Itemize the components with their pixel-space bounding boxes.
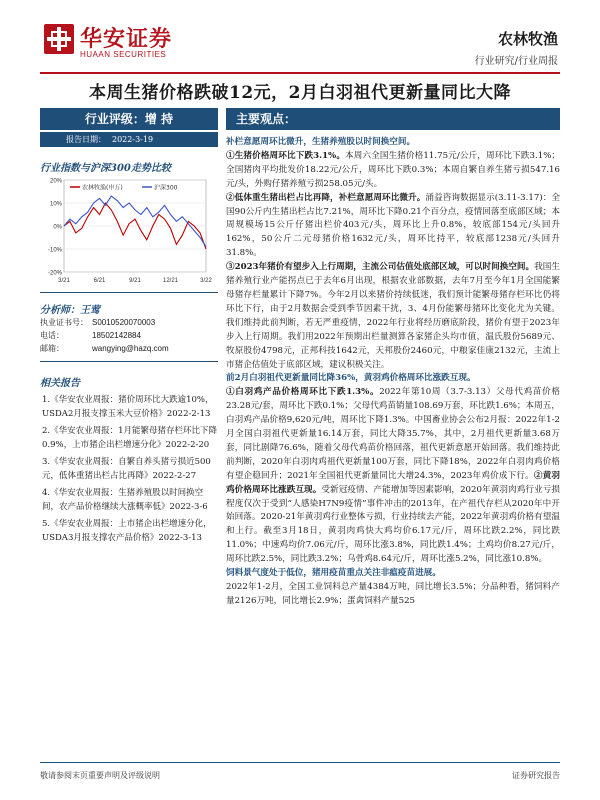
related-report-item[interactable]: 4.《华安农业周报：生猪养殖股以时间换空间，农产品价格继续大涨概率低》2022-3-6 bbox=[42, 488, 208, 512]
section-divider bbox=[40, 361, 218, 362]
x-tick-label: 12/21 bbox=[162, 278, 179, 284]
company-logo-icon bbox=[44, 24, 74, 54]
paragraph: 涌益咨询数据显示(3.11-3.17)：全国90公斤内生猪出栏占比7.21%，周环比下降0.21个百分点，疫情回落至底部区域；本周规模场15公斤仔猪出栏价403元/头，周环比上升0.8%，较底部154元/头回升162%，50公斤二元母猪价格1632元/头，周环比持平，较底部1238元/头回升31.8%。 bbox=[226, 192, 560, 259]
analyst-row bbox=[40, 316, 218, 329]
logo-english-name: HUAAN SECURITIES bbox=[80, 50, 167, 59]
analyst-row bbox=[40, 329, 218, 342]
analyst-title: 分析师：王莺 bbox=[40, 305, 100, 316]
point-lead: ①生猪价格周环比下跌3.1%。 bbox=[226, 150, 346, 161]
analyst-field-label: 执业证书号： bbox=[40, 318, 88, 327]
industry-name: 农林牧渔 bbox=[497, 30, 558, 48]
y-tick-label: -20% bbox=[47, 270, 62, 277]
analyst-field-label: 电话： bbox=[40, 331, 64, 340]
x-tick-label: 6/21 bbox=[93, 278, 106, 284]
report-date-label: 报告日期： bbox=[66, 135, 106, 144]
left-sidebar bbox=[40, 108, 218, 548]
paragraph: 受新冠疫情、产能增加等因素影响，2020年黄羽肉鸡行业亏损程度仅次于受到“人感染H7N9疫情”事件冲击的2013年，在产祖代存栏从2020年中开始回落。2020-21年黄羽鸡行业整体亏损，行业持续去产能，2022年黄羽鸡价格有望温和上行。截至3月18日，黄羽肉鸡快大鸡均价6.17元/斤，周环比跌2.2%，同比跌11.0%；中速鸡均价7.06元/斤，周环比涨3.8%，同比跌1.4%；土鸡均价8.27元/斤，周环比跌2.5%，同比跌3.2%；乌骨鸡8.64元/斤，周环比涨5.2%，同比涨10.8%。 bbox=[226, 484, 560, 565]
analyst-row bbox=[40, 342, 218, 355]
footer-divider bbox=[40, 762, 560, 763]
analyst-field-value: wangying@hazq.com bbox=[92, 344, 169, 353]
y-tick-label: -10% bbox=[47, 247, 62, 254]
viewpoint-header: 主要观点： bbox=[226, 108, 560, 130]
y-tick-label: 0% bbox=[53, 224, 62, 231]
main-viewpoints bbox=[226, 108, 560, 609]
report-type: 行业研究/行业周报 bbox=[474, 56, 558, 67]
logo-chinese-name: 华安证券 bbox=[80, 26, 173, 52]
related-report-item[interactable]: 3.《华安农业周报：自繁自养头猪亏损近500元，低体重猪出栏占比再降》2022-2-27 bbox=[42, 457, 211, 481]
related-report-item[interactable]: 5.《华安农业周报：上市猪企出栏增速分化，USDA3月报支撑农产品价格》2022-3-13 bbox=[42, 519, 212, 543]
y-tick-label: 20% bbox=[49, 178, 62, 185]
report-title: 本周生猪价格跌破12元，2月白羽祖代更新量同比大降 bbox=[89, 83, 511, 103]
footer-disclaimer: 敬请参阅末页重要声明及评级说明 bbox=[40, 771, 160, 780]
paragraph: 2022年1-2月，全国工业饲料总产量4384万吨，同比增长3.5%；分品种看，猪饲料产量2126万吨，同比增长2.9%；蛋禽饲料产量525 bbox=[226, 582, 560, 606]
legend-label: 沪深300 bbox=[154, 184, 178, 192]
industry-rating: 行业评级：增 持 bbox=[40, 108, 218, 130]
paragraph: 本周六全国生猪价格11.75元/公斤，周环比下跌3.1%；全国猪肉平均批发价18.22元/公斤，周环比下跌0.3%；本周自繁自养生猪亏损547.16元/头，外购仔猪养殖亏损258.05元/头。 bbox=[226, 150, 560, 189]
footer-label: 证券研究报告 bbox=[512, 771, 560, 780]
paragraph: 2022年第10周（3.7-3.13）父母代鸡苗价格23.28元/套，周环比下跌0.1%；父母代鸡苗销量108.69万套，环比跌1.6%；本周五，白羽鸡产品价格9,620元/吨，周环比下降1.3%。中国畜业协会公布2月报：2022年1-2月全国白羽祖代更新量16.14万套，同比大降35.7%，其中，2月祖代更新量3.68万套，同比剧降76.6%，随着父母代鸡苗价格回落，祖代更新意愿开始回落。我们维持此前判断，2020年白羽肉鸡祖代更新量100万套，同比下降18%，2022年白羽肉鸡价格有望企稳回升；2021年全国祖代更新量同比大增24.3%，2023年鸡价成下行。 bbox=[226, 387, 560, 481]
report-date-bar bbox=[40, 132, 218, 147]
x-tick-label: 3/22 bbox=[200, 278, 212, 284]
analyst-field-value: S0010520070003 bbox=[92, 318, 156, 327]
section-heading: 补栏意愿周环比微升，生猪养殖股以时间换空间。 bbox=[226, 137, 416, 147]
related-report-item[interactable]: 2.《华安农业周报：1月能繁母猪存栏环比下降0.9%，上市猪企出栏增速分化》2022-2-20 bbox=[42, 426, 218, 450]
paragraph: 我国生猪养殖行业产能拐点已于去年6月出现，根据农业部数据，去年7月至今年1月全国能繁母猪存栏量累计下降7%。今年2月以来猪价持续低迷，我们预计能繁母猪存栏环比仍将环比下行，由于2月数据会受到季节因素干扰，3、4月份能繁母猪环比变化尤为关键。我们维持此前判断，若无严重疫情，2022年行业将经历磨底阶段，猪价有望于2023年步入上行周期。我们用2022年预期出栏量测算各家猪企头均市值，温氏股份5689元、牧原股份4798元，正邦科技1642元，天邦股份2460元，中粮家佳康2132元，主流上市猪企估值处于底部区域，建议积极关注。 bbox=[226, 262, 560, 370]
legend-label: 农林牧渔(申万) bbox=[82, 184, 123, 192]
point-lead: ①白羽鸡产品价格周环比下跌1.3%。 bbox=[226, 387, 380, 398]
y-tick-label: 10% bbox=[49, 201, 62, 208]
section-heading: 饲料景气度处于低位，猪用疫苗重点关注非瘟疫苗进展。 bbox=[226, 568, 441, 579]
chart-title: 行业指数与沪深300走势比较 bbox=[40, 163, 171, 174]
related-reports-list bbox=[40, 393, 218, 545]
section-divider bbox=[40, 292, 218, 293]
related-report-item[interactable]: 1.《华安农业周报：猪价周环比大跌逾10%，USDA2月报支撑玉米大豆价格》2022-2-13 bbox=[42, 395, 214, 419]
analyst-field-label: 邮箱： bbox=[40, 344, 64, 353]
header-divider bbox=[40, 72, 560, 74]
analyst-field-value: 18502142884 bbox=[92, 331, 141, 340]
report-date: 2022-3-19 bbox=[112, 135, 154, 144]
point-lead: ②黄羽鸡价格周环比涨跌互现。 bbox=[226, 470, 560, 495]
section-heading: 前2月白羽祖代更新量同比降36%，黄羽鸡价格周环比涨跌互现。 bbox=[226, 373, 476, 384]
page-header bbox=[0, 0, 600, 78]
point-lead: ③2023年猪价有望步入上行周期，主流公司估值处底部区域，可以时间换空间。 bbox=[226, 262, 535, 273]
x-tick-label: 9/21 bbox=[129, 278, 141, 284]
index-comparison-chart bbox=[40, 176, 210, 286]
point-lead: ②低体重生猪出栏占比再降，补栏意愿周环比微升。 bbox=[226, 192, 426, 203]
x-tick-label: 3/21 bbox=[58, 278, 70, 284]
viewpoint-body bbox=[226, 136, 560, 609]
related-reports-title: 相关报告 bbox=[40, 378, 80, 389]
chart-svg bbox=[40, 176, 210, 286]
analyst-info bbox=[40, 316, 218, 355]
